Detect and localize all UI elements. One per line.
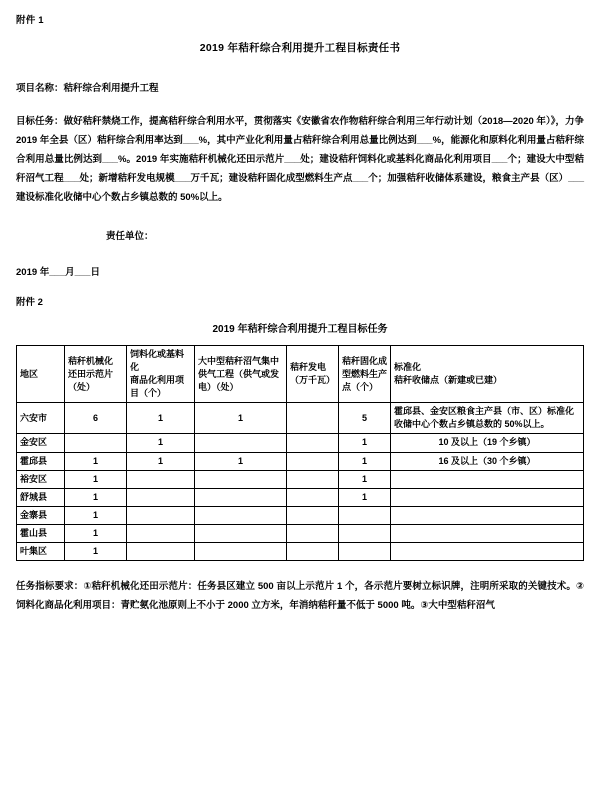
cell-mechanical-return: 6: [65, 403, 127, 434]
cell-storage-points: [391, 488, 584, 506]
table-row: [17, 470, 584, 488]
table-row: [17, 542, 584, 560]
column-header-storage-points-line2: 秸秆收储点（新建或已建）: [394, 375, 503, 386]
cell-power-generation: [287, 452, 339, 470]
cell-power-generation: [287, 524, 339, 542]
cell-solid-fuel: [339, 506, 391, 524]
cell-region: 舒城县: [17, 488, 65, 506]
cell-region: 裕安区: [17, 470, 65, 488]
column-header-storage-points: [391, 346, 584, 403]
column-header-mechanical-return-line1: 秸秆机械化: [68, 355, 114, 366]
cell-feed-substrate: 1: [127, 434, 195, 452]
project-name-line: [16, 81, 584, 96]
cell-region: 霍山县: [17, 524, 65, 542]
cell-region: 叶集区: [17, 542, 65, 560]
cell-mechanical-return: 1: [65, 470, 127, 488]
cell-solid-fuel: 1: [339, 488, 391, 506]
table-row: [17, 524, 584, 542]
task-table: [16, 345, 584, 561]
cell-mechanical-return: 1: [65, 506, 127, 524]
table-row: [17, 434, 584, 452]
cell-biogas: 1: [195, 403, 287, 434]
cell-region: 金安区: [17, 434, 65, 452]
column-header-mechanical-return-line2: 还田示范片（处）: [68, 368, 114, 392]
cell-biogas: [195, 542, 287, 560]
cell-feed-substrate: 1: [127, 403, 195, 434]
attachment-1-label: 附件 1: [16, 15, 44, 26]
project-name-value: 秸秆综合利用提升工程: [63, 83, 159, 94]
column-header-biogas-line1: 大中型秸秆沼气集中: [198, 355, 280, 366]
cell-mechanical-return: 1: [65, 542, 127, 560]
cell-biogas: [195, 488, 287, 506]
date-line: 2019 年___月___日: [16, 267, 100, 279]
cell-solid-fuel: [339, 524, 391, 542]
cell-region: 霍邱县: [17, 452, 65, 470]
cell-mechanical-return: 1: [65, 452, 127, 470]
task-text: 做好秸秆禁烧工作，提高秸秆综合利用水平，贯彻落实《安徽省农作物秸秆综合利用三年行动计划（2018—2020 年）》，力争 2019 年全县（区）秸秆综合利用率达到___%，其中产业化利用量占秸秆综合利用总量比例达到___%，能源化和原料化利用量占秸秆综合利用总量比例达到___%。2019 年实施秸秆机械化还田示范片___处；建设秸秆饲料化或基料化商品化利用项目___个；建设大中型秸秆沼气工程___处；新增秸秆发电规模___万千瓦；建设秸秆固化成型燃料生产点___个；加强秸秆收储体系建设，粮食主产县（区）___建设标准化收储中心个数占乡镇总数的 50%以上。: [16, 116, 584, 204]
task-notes: 任务指标要求：①秸秆机械化还田示范片：任务县区建立 500 亩以上示范片 1 个，各示范片要树立标识牌，注明所采取的关键技术。②饲料化商品化利用项目：青贮氨化池原则上不小于 2000 立方米，年消纳秸秆量不低于 5000 吨。③大中型秸秆沼气: [16, 580, 584, 611]
cell-biogas: 1: [195, 452, 287, 470]
cell-storage-points: [391, 470, 584, 488]
column-header-solid-fuel: 秸秆固化成型燃料生产点（个）: [339, 346, 391, 403]
cell-storage-points: 10 及以上（19 个乡镇）: [391, 434, 584, 452]
cell-region: 六安市: [17, 403, 65, 434]
column-header-feed-substrate-line1: 饲料化或基料化: [130, 349, 185, 373]
attachment-2-title: 2019 年秸秆综合利用提升工程目标任务: [212, 324, 388, 336]
table-header-row: [17, 346, 584, 403]
cell-mechanical-return: [65, 434, 127, 452]
cell-power-generation: [287, 403, 339, 434]
cell-storage-points: 16 及以上（30 个乡镇）: [391, 452, 584, 470]
table-row: [17, 452, 584, 470]
cell-feed-substrate: [127, 488, 195, 506]
task-label: 目标任务：: [16, 116, 64, 128]
cell-feed-substrate: 1: [127, 452, 195, 470]
cell-storage-points: 霍邱县、金安区粮食主产县（市、区）标准化收储中心个数占乡镇总数的 50%以上。: [391, 403, 584, 434]
project-name-label: 项目名称：: [16, 83, 64, 94]
cell-feed-substrate: [127, 506, 195, 524]
cell-storage-points: [391, 506, 584, 524]
cell-storage-points: [391, 542, 584, 560]
task-paragraph: [16, 112, 584, 207]
column-header-feed-substrate-line2: 商品化利用项目（个）: [130, 375, 185, 399]
cell-solid-fuel: 1: [339, 452, 391, 470]
column-header-biogas: [195, 346, 287, 403]
cell-biogas: [195, 524, 287, 542]
column-header-feed-substrate: [127, 346, 195, 403]
column-header-storage-points-line1: 标准化: [394, 362, 422, 373]
column-header-biogas-line2: 供气工程（供气或发电）（处）: [198, 368, 280, 392]
cell-power-generation: [287, 506, 339, 524]
cell-feed-substrate: [127, 524, 195, 542]
cell-mechanical-return: 1: [65, 488, 127, 506]
cell-power-generation: [287, 470, 339, 488]
column-header-power-generation: 秸秆发电（万千瓦）: [287, 346, 339, 403]
responsible-unit-line: 责任单位：: [106, 231, 154, 243]
cell-solid-fuel: 1: [339, 434, 391, 452]
cell-power-generation: [287, 434, 339, 452]
cell-solid-fuel: 5: [339, 403, 391, 434]
cell-feed-substrate: [127, 470, 195, 488]
column-header-mechanical-return: [65, 346, 127, 403]
table-body: [17, 403, 584, 560]
cell-biogas: [195, 470, 287, 488]
cell-power-generation: [287, 488, 339, 506]
cell-biogas: [195, 506, 287, 524]
cell-solid-fuel: [339, 542, 391, 560]
cell-region: 金寨县: [17, 506, 65, 524]
table-row: [17, 506, 584, 524]
cell-storage-points: [391, 524, 584, 542]
cell-mechanical-return: 1: [65, 524, 127, 542]
cell-power-generation: [287, 542, 339, 560]
table-row: [17, 403, 584, 434]
cell-biogas: [195, 434, 287, 452]
cell-solid-fuel: 1: [339, 470, 391, 488]
attachment-1-title: 2019 年秸秆综合利用提升工程目标责任书: [199, 42, 401, 54]
column-header-region: 地区: [17, 346, 65, 403]
attachment-2-label: 附件 2: [16, 297, 43, 309]
table-row: [17, 488, 584, 506]
cell-feed-substrate: [127, 542, 195, 560]
